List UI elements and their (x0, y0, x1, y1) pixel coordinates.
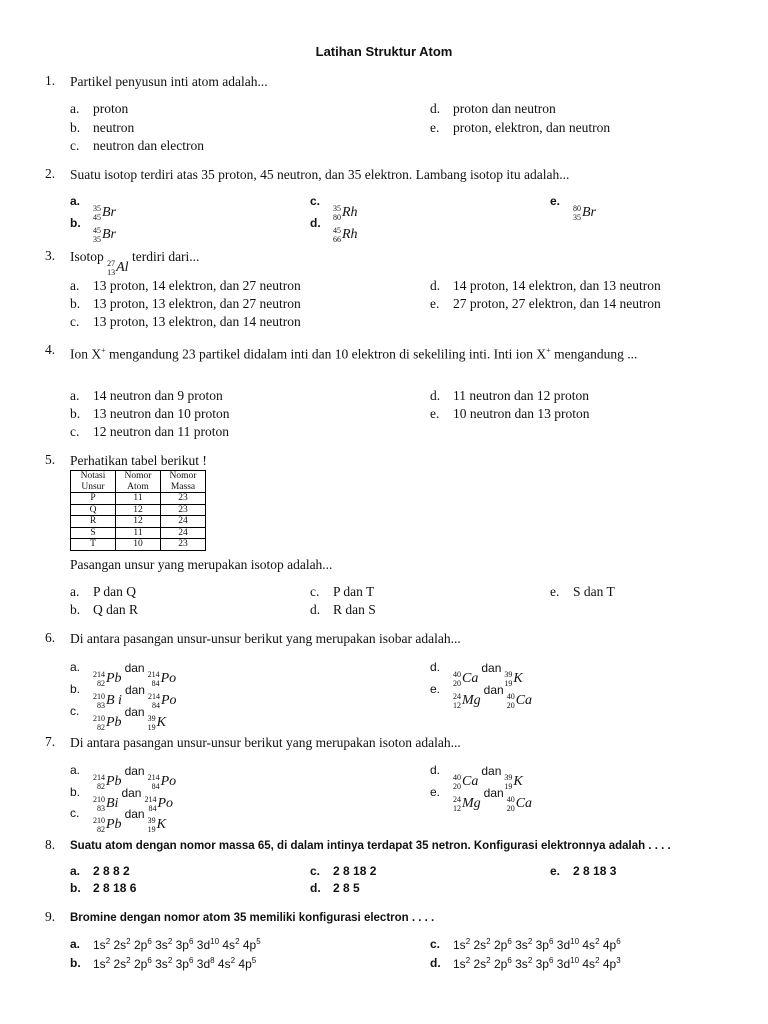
option-letter: b. (70, 120, 81, 135)
option-letter: c. (70, 314, 80, 329)
orbital: 3p (175, 938, 189, 952)
orbital: 1s (93, 957, 106, 971)
isotope-symbol: 45 35 Br (93, 226, 116, 244)
option-letter: a. (70, 194, 81, 208)
option-letter: a. (70, 660, 81, 674)
question-number: 2. (45, 166, 56, 181)
orbital: 3d (196, 957, 211, 971)
orbital-electrons: 2 (595, 937, 600, 946)
option-text: P dan T (333, 584, 375, 599)
orbital: 3s (515, 938, 528, 952)
question-text: Di antara pasangan unsur-unsur berikut yang merupakan isobar adalah... (70, 631, 461, 646)
isotope-symbol: 35 45 Br (93, 204, 116, 222)
option-letter: a. (70, 584, 80, 599)
table-cell: 23 (161, 539, 206, 551)
orbital-electrons: 6 (548, 956, 554, 965)
option-text: neutron dan electron (93, 138, 204, 153)
table-row (71, 527, 206, 539)
option-text: 27 proton, 27 elektron, dan 14 neutron (453, 296, 661, 311)
electron-configuration (453, 956, 621, 971)
table-row (71, 516, 206, 528)
orbital: 2p (133, 957, 148, 971)
option-letter: a. (70, 278, 80, 293)
orbital-electrons: 2 (235, 937, 240, 946)
option-text: 10 neutron dan 13 proton (453, 406, 590, 421)
orbital: 4p (238, 957, 252, 971)
option-letter: b. (70, 785, 81, 799)
option-text: 13 proton, 13 elektron, dan 14 neutron (93, 314, 301, 329)
table-cell: R (71, 516, 116, 528)
option-letter: a. (70, 388, 80, 403)
option-letter: c. (310, 194, 321, 208)
orbital-electrons: 2 (126, 956, 131, 965)
option-letter: e. (430, 120, 440, 135)
orbital-electrons: 2 (465, 937, 471, 946)
orbital: 3p (535, 938, 549, 952)
option-letter: b. (70, 602, 81, 617)
orbital-electrons: 5 (256, 937, 261, 946)
option-letter: d. (310, 602, 321, 617)
orbital: 2s (473, 938, 487, 952)
option-letter: e. (430, 296, 440, 311)
isotope-symbol: 80 35 Br (573, 204, 596, 222)
table-cell: 23 (161, 504, 206, 516)
option-text: 2 8 18 6 (93, 881, 137, 895)
table-cell: 10 (116, 539, 161, 551)
option-letter: d. (430, 763, 441, 777)
orbital-electrons: 6 (616, 937, 621, 946)
orbital: 4s (222, 938, 236, 952)
orbital-electrons: 2 (167, 937, 173, 946)
option-letter: a. (70, 864, 81, 878)
orbital: 2p (493, 938, 508, 952)
option-letter: d. (310, 881, 321, 895)
table-cell: S (71, 527, 116, 539)
question-text: Perhatikan tabel berikut ! (70, 453, 207, 468)
isotope-symbol: 45 66 Rh (333, 226, 358, 244)
orbital: 3d (556, 938, 571, 952)
electron-configuration (93, 937, 261, 952)
orbital-electrons: 2 (126, 937, 131, 946)
option-letter: e. (430, 406, 440, 421)
option-letter: d. (430, 388, 441, 403)
option-text: P dan Q (93, 584, 136, 599)
option-text: proton dan neutron (453, 101, 556, 116)
table-header: Nomor Massa (161, 471, 206, 493)
orbital: 3p (175, 957, 189, 971)
orbital-electrons: 2 (105, 937, 111, 946)
orbital: 2s (113, 938, 127, 952)
option-text: S dan T (573, 584, 615, 599)
orbital-electrons: 10 (210, 937, 220, 946)
orbital: 3p (535, 957, 549, 971)
option-text: 12 neutron dan 11 proton (93, 424, 229, 439)
table-cell: 12 (116, 504, 161, 516)
orbital: 3d (196, 938, 211, 952)
option-text: 2 8 8 2 (93, 864, 130, 878)
orbital: 4s (582, 957, 596, 971)
orbital: 3s (155, 957, 168, 971)
orbital: 1s (453, 957, 466, 971)
orbital-electrons: 6 (548, 937, 554, 946)
option-letter: b. (70, 406, 81, 421)
electron-configuration (93, 956, 256, 971)
table-header: Nomor Atom (116, 471, 161, 493)
orbital: 4s (582, 938, 596, 952)
question-text: Ion X+ mengandung 23 partikel didalam inti dan 10 elektron di sekeliling inti. Inti ion X+ mengandung ... (70, 346, 638, 362)
electron-configuration (453, 937, 621, 952)
orbital-electrons: 5 (251, 956, 257, 965)
option-letter: e. (550, 864, 561, 878)
option-letter: b. (70, 296, 81, 311)
option-text: 14 proton, 14 elektron, dan 13 neutron (453, 278, 661, 293)
question-text: Partikel penyusun inti atom adalah... (70, 74, 268, 89)
option-text: 11 neutron dan 12 proton (453, 388, 589, 403)
orbital-electrons: 2 (230, 956, 236, 965)
option-letter: c. (70, 806, 80, 820)
option-letter: c. (70, 704, 80, 718)
option-text: 2 8 5 (333, 881, 360, 895)
question-number: 7. (45, 734, 56, 749)
question-text: Suatu atom dengan nomor massa 65, di dalam intinya terdapat 35 netron. Konfigurasi elektronnya adalah . . . . (70, 840, 671, 852)
option-letter: e. (550, 194, 561, 208)
orbital-electrons: 6 (188, 937, 194, 946)
page-title: Latihan Struktur Atom (315, 44, 453, 59)
option-letter: c. (70, 424, 80, 439)
question-number: 5. (45, 452, 56, 467)
orbital: 2s (113, 957, 127, 971)
orbital: 3s (155, 938, 168, 952)
orbital: 2p (133, 938, 148, 952)
option-letter: d. (430, 101, 441, 116)
table-cell: T (71, 539, 116, 551)
table-cell: Q (71, 504, 116, 516)
question-number: 1. (45, 73, 56, 88)
orbital: 4p (602, 938, 617, 952)
question-number: 9. (45, 909, 56, 924)
option-text: 13 proton, 14 elektron, dan 27 neutron (93, 278, 301, 293)
option-letter: e. (430, 682, 441, 696)
element-table (70, 470, 206, 551)
table-header-row (71, 471, 206, 493)
question-text: Isotop 27 13 Al terdiri dari... (70, 249, 200, 277)
option-letter: b. (70, 216, 81, 230)
option-text: Q dan R (93, 602, 138, 617)
option-letter: e. (430, 785, 441, 799)
table-cell: P (71, 493, 116, 505)
option-letter: c. (310, 864, 321, 878)
orbital-electrons: 6 (507, 956, 512, 965)
option-text: 2 8 18 2 (333, 864, 377, 878)
orbital-electrons: 2 (105, 956, 111, 965)
option-letter: d. (430, 956, 441, 970)
table-row (71, 504, 206, 516)
option-letter: a. (70, 763, 81, 777)
question-number: 3. (45, 248, 56, 263)
orbital: 2p (493, 957, 508, 971)
option-text: 14 neutron dan 9 proton (93, 388, 223, 403)
orbital: 2s (473, 957, 487, 971)
option-letter: d. (310, 216, 321, 230)
option-letter: d. (430, 278, 441, 293)
orbital-electrons: 6 (188, 956, 194, 965)
option-text: neutron (93, 120, 135, 135)
orbital: 1s (93, 938, 106, 952)
orbital-electrons: 6 (147, 956, 152, 965)
table-row (71, 539, 206, 551)
question-text: Pasangan unsur yang merupakan isotop adalah... (70, 557, 333, 572)
question-text: Di antara pasangan unsur-unsur berikut yang merupakan isoton adalah... (70, 735, 461, 750)
orbital: 3s (515, 957, 528, 971)
option-text: proton, elektron, dan neutron (453, 120, 611, 135)
orbital: 4s (217, 957, 231, 971)
option-text: 2 8 18 3 (573, 864, 617, 878)
option-letter: c. (430, 937, 441, 951)
option-letter: c. (310, 584, 320, 599)
option-letter: c. (70, 138, 80, 153)
question-number: 8. (45, 837, 56, 852)
orbital-electrons: 2 (167, 956, 173, 965)
orbital-electrons: 2 (486, 937, 491, 946)
isotope-symbol: 35 80 Rh (333, 204, 358, 222)
orbital-electrons: 2 (527, 937, 533, 946)
option-text: 13 proton, 13 elektron, dan 27 neutron (93, 296, 301, 311)
table-cell: 11 (116, 493, 161, 505)
table-cell: 24 (161, 527, 206, 539)
option-letter: b. (70, 956, 81, 970)
table-cell: 11 (116, 527, 161, 539)
option-letter: a. (70, 101, 80, 116)
option-text: 13 neutron dan 10 proton (93, 406, 230, 421)
orbital-electrons: 2 (595, 956, 600, 965)
orbital: 3d (556, 957, 571, 971)
orbital-electrons: 2 (465, 956, 471, 965)
option-letter: e. (550, 584, 560, 599)
question-number: 6. (45, 630, 56, 645)
orbital-electrons: 8 (210, 956, 215, 965)
table-header: Notasi Unsur (71, 471, 116, 493)
table-row (71, 493, 206, 505)
orbital-electrons: 6 (507, 937, 512, 946)
option-text: proton (93, 101, 129, 116)
orbital-electrons: 2 (527, 956, 533, 965)
option-letter: b. (70, 682, 81, 696)
orbital: 1s (453, 938, 466, 952)
question-text: Suatu isotop terdiri atas 35 proton, 45 neutron, dan 35 elektron. Lambang isotop itu adalah... (70, 167, 570, 182)
orbital-electrons: 10 (570, 956, 580, 965)
table-cell: 23 (161, 493, 206, 505)
orbital-electrons: 2 (486, 956, 491, 965)
option-text: R dan S (333, 602, 376, 617)
question-text: Bromine dengan nomor atom 35 memiliki konfigurasi electron . . . . (70, 912, 435, 924)
table-cell: 24 (161, 516, 206, 528)
option-letter: a. (70, 937, 81, 951)
orbital-electrons: 3 (616, 956, 621, 965)
orbital: 4p (602, 957, 617, 971)
question-number: 4. (45, 342, 56, 357)
orbital: 4p (242, 938, 257, 952)
orbital-electrons: 6 (147, 937, 152, 946)
table-cell: 12 (116, 516, 161, 528)
orbital-electrons: 10 (570, 937, 580, 946)
option-letter: d. (430, 660, 441, 674)
option-letter: b. (70, 881, 81, 895)
